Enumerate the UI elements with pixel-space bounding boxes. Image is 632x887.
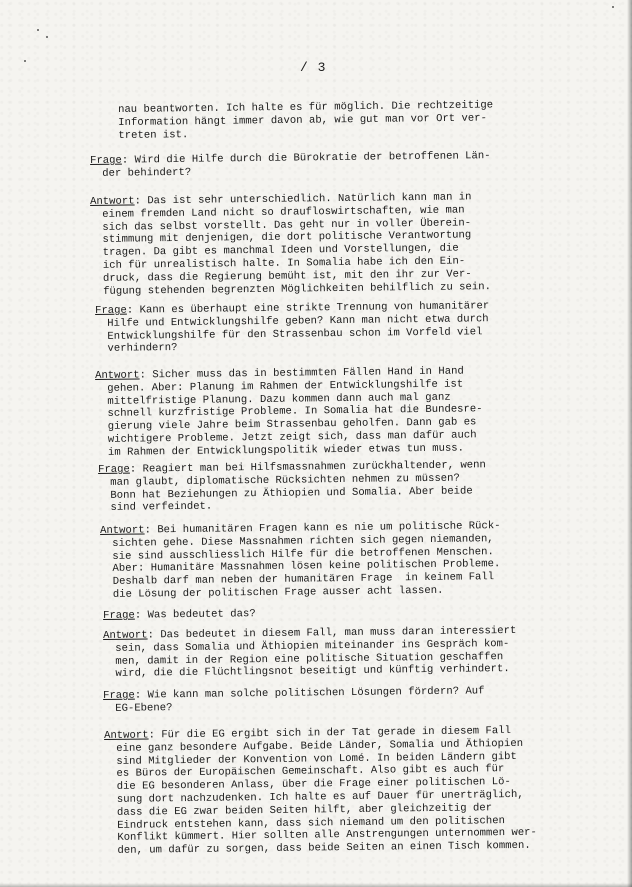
line-text: : Das bedeutet in diesem Fall, man muss daran interessiert bbox=[147, 624, 517, 642]
text-line: die EG besonderen Anlass, über die Frage einer politischen Lö- bbox=[116, 776, 511, 794]
text-line: Bonn hat Beziehungen zu Äthiopien und Somalia. Aber beide bbox=[110, 485, 473, 502]
text-line: eine ganz besondere Aufgabe. Beide Länder, Somalia und Äthiopien bbox=[116, 737, 524, 755]
text-line: sind verfeindet. bbox=[110, 500, 213, 515]
scan-speck bbox=[24, 60, 26, 62]
line-text: : Was bedeutet das? bbox=[134, 608, 256, 622]
line-text: : Kann es überhaupt eine strikte Trennung von humanitärer bbox=[126, 300, 490, 317]
frage-block bbox=[98, 459, 486, 515]
text-line: fügung stehenden begrenzten Möglichkeiten behilflich zu sein. bbox=[103, 280, 492, 298]
antwort-block bbox=[95, 365, 483, 459]
text-line: druck, dass die Regierung bemüht ist, mit den ihr zur Ver- bbox=[102, 268, 472, 285]
scan-speck bbox=[46, 36, 48, 38]
text-line: stimmung mit denjenigen, die dort politische Verantwortung bbox=[102, 229, 472, 247]
text-line: sind Mitglieder der Konvention von Lomé. In beiden Ländern gibt bbox=[116, 750, 517, 768]
frage-label: Frage bbox=[98, 463, 130, 476]
text-line: mittelfristige Planung. Dazu kommen dann auch mal ganz bbox=[107, 391, 451, 408]
text-line: Entwicklungshilfe für den Strassenbau schon im Vorfeld viel bbox=[107, 325, 483, 343]
line-text: : Wird die Hilfe durch die Bürokratie der betroffenen Län- bbox=[121, 150, 491, 167]
text-line: sung dort nachzudenken. Ich halte es auf Dauer für unerträglich, bbox=[116, 788, 524, 806]
antwort-label: Antwort bbox=[104, 729, 149, 742]
frage-label: Frage bbox=[103, 609, 135, 622]
text-line: Aber: Humanitäre Massnahmen lösen keine politischen Probleme. bbox=[112, 558, 501, 576]
text-line: schnell kurzfristige Probleme. In Somalia hat die Bundesre- bbox=[107, 403, 483, 421]
antwort-block bbox=[100, 520, 501, 602]
text-line: wird, die die Flüchtlingsnot beseitigt und künftig verhindert. bbox=[115, 663, 510, 681]
text-line: tragen. Da gibt es manchmal Ideen und Vorstellungen, die bbox=[102, 242, 459, 260]
frage-label: Frage bbox=[95, 304, 127, 317]
text-line: treten ist. bbox=[118, 128, 189, 142]
text-line: sichten gehe. Diese Massnahmen richten sich gegen niemanden, bbox=[112, 532, 494, 550]
frage-block bbox=[103, 608, 256, 623]
antwort-block bbox=[104, 725, 537, 858]
antwort-label: Antwort bbox=[90, 195, 135, 208]
scan-speck bbox=[37, 29, 39, 31]
line-text: : Bei humanitären Fragen kann es nie um politische Rück- bbox=[144, 520, 501, 537]
text-line: gierung viele Jahre beim Strassenbau geholfen. Dann gab es bbox=[107, 416, 477, 434]
frage-block bbox=[90, 150, 491, 180]
scan-speck bbox=[612, 6, 614, 8]
frage-label: Frage bbox=[90, 154, 122, 167]
antwort-block bbox=[103, 625, 517, 681]
antwort-block bbox=[90, 191, 491, 298]
scan-edge-bottom bbox=[0, 883, 632, 887]
text-line: einem fremden Land nicht so draufloswirtschaften, wie man bbox=[102, 204, 465, 221]
frage-block bbox=[103, 685, 485, 715]
text-line: sie sind ausschliesslich Hilfe für die betroffenen Menschen. bbox=[112, 545, 494, 563]
line-text: : Wie kann man solche politischen Lösungen fördern? Auf bbox=[134, 685, 485, 702]
text-line: gehen. Aber: Planung im Rahmen der Entwicklungshilfe ist bbox=[107, 378, 464, 395]
text-block bbox=[118, 99, 494, 142]
text-line: verhindern? bbox=[107, 342, 178, 356]
first-line bbox=[103, 608, 256, 623]
frage-block bbox=[95, 300, 490, 356]
text-line: den, um dafür zu sorgen, dass beide Seiten an einen Tisch kommen. bbox=[117, 839, 531, 858]
text-line: Konflikt kümmert. Hier sollten alle Anstrengungen unternommen wer- bbox=[117, 827, 537, 845]
text-line: im Rahmen der Entwicklungspolitik wieder etwas tun muss. bbox=[107, 442, 465, 459]
text-line: EG-Ebene? bbox=[115, 701, 173, 715]
antwort-label: Antwort bbox=[95, 369, 140, 382]
line-text: : Für die EG ergibt sich in der Tat gerade in diesem Fall bbox=[148, 725, 512, 742]
frage-label: Frage bbox=[103, 689, 135, 702]
antwort-label: Antwort bbox=[103, 629, 148, 642]
text-line: ich für unrealistisch halte. In Somalia habe ich den Ein- bbox=[102, 255, 466, 272]
text-line: Information hängt immer davon ab, wie gut man vor Ort ver- bbox=[118, 112, 488, 129]
text-line: der behindert? bbox=[102, 166, 192, 180]
text-line: dass die EG zwar beiden Seiten hilft, aber gleichzeitig der bbox=[116, 802, 493, 819]
page-number: / 3 bbox=[300, 60, 327, 75]
text-line: nau beantworten. Ich halte es für möglich. Die rechtzeitige bbox=[118, 99, 494, 116]
text-line: men, damit in der Region eine politische Situation geschaffen bbox=[115, 650, 504, 668]
text-line: Deshalb darf man neben der humanitären Frage in keinem Fall bbox=[112, 571, 495, 589]
text-line: wichtigere Probleme. Jetzt zeigt sich, dass man dafür auch bbox=[107, 429, 477, 446]
line-text: : Reagiert man bei Hilfsmassnahmen zurückhaltender, wenn bbox=[129, 459, 486, 476]
text-line: man glaubt, diplomatische Rücksichten nehmen zu müssen? bbox=[110, 472, 460, 489]
line-text: : Das ist sehr unterschiedlich. Natürlich kann man in bbox=[134, 191, 472, 208]
text-line: Eindruck entstehen kann, dass sich niemand um den politischen bbox=[117, 814, 506, 832]
text-line: es Büros der Europäischen Gemeinschaft. Also gibt es auch für bbox=[116, 763, 505, 781]
antwort-label: Antwort bbox=[100, 524, 145, 537]
text-line: Hilfe und Entwicklungshilfe geben? Kann man nicht etwa durch bbox=[107, 312, 489, 330]
scan-edge-right bbox=[627, 0, 632, 887]
line-text: : Sicher muss das in bestimmten Fällen Hand in Hand bbox=[139, 365, 464, 382]
text-line: sich das selbst vorstellt. Das geht nur in voller Überein- bbox=[102, 216, 472, 234]
text-line: die Lösung der politischen Frage ausser acht lassen. bbox=[112, 584, 444, 601]
text-line: sein, dass Somalia und Äthiopien miteinander ins Gespräch kom- bbox=[115, 637, 510, 655]
